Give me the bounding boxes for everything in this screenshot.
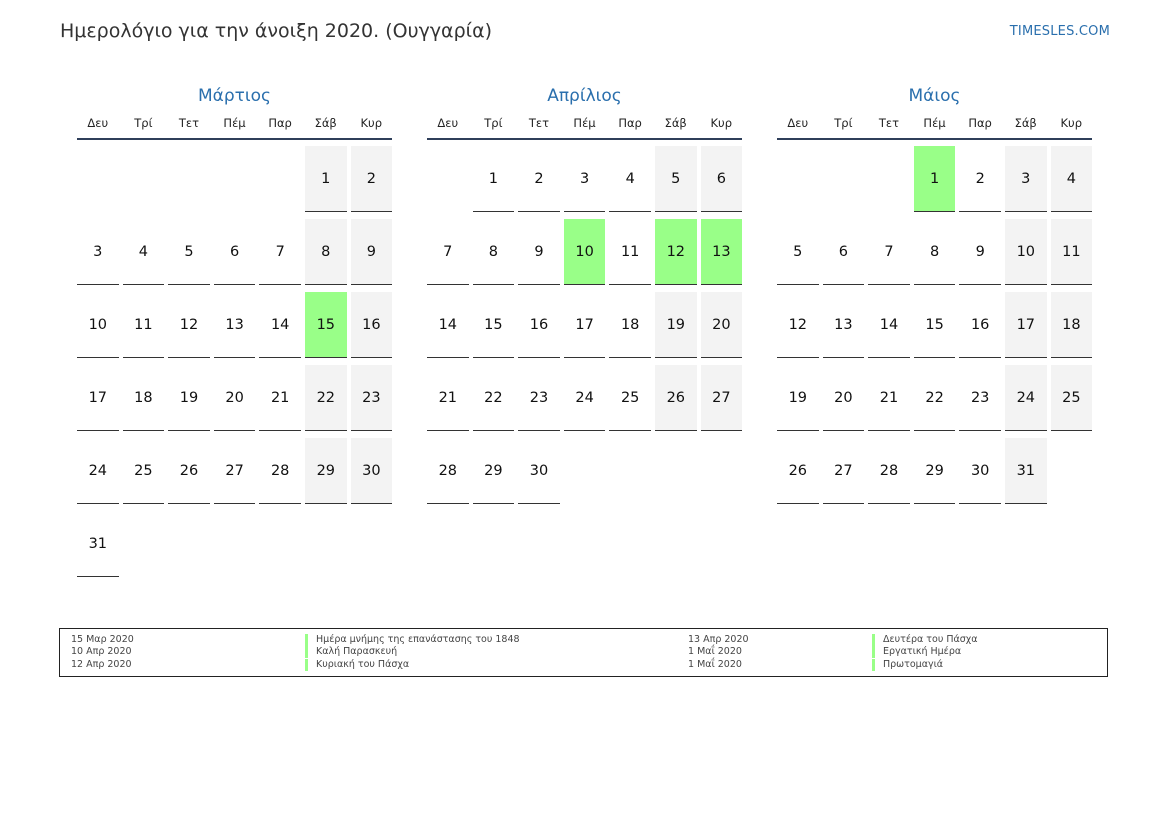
day-cell: 11 xyxy=(609,219,651,285)
day-cell: 2 xyxy=(351,146,393,212)
day-cell: 15 xyxy=(914,292,956,358)
day-cell: 28 xyxy=(868,438,910,504)
weekday-label: Παρ xyxy=(968,116,992,130)
day-cell: 23 xyxy=(959,365,1001,431)
legend-row xyxy=(60,634,1107,646)
legend-row xyxy=(60,646,1107,658)
day-cell: 22 xyxy=(473,365,515,431)
weekday-label: Κυρ xyxy=(1060,116,1082,130)
day-cell: 29 xyxy=(305,438,347,504)
day-cell: 13 xyxy=(701,219,743,285)
legend-holiday-name: Εργατική Ημέρα xyxy=(872,646,961,658)
day-cell: 14 xyxy=(259,292,301,358)
day-cell: 29 xyxy=(914,438,956,504)
day-cell: 9 xyxy=(351,219,393,285)
day-cell: 1 xyxy=(914,146,956,212)
weekday-label: Τρί xyxy=(134,116,153,130)
month-name: Μάρτιος xyxy=(197,86,272,106)
legend-date: 1 Μαΐ 2020 xyxy=(688,646,742,657)
day-cell: 26 xyxy=(168,438,210,504)
day-cell: 27 xyxy=(823,438,865,504)
day-cell: 15 xyxy=(305,292,347,358)
weekday-label: Παρ xyxy=(618,116,642,130)
month-april xyxy=(427,84,742,580)
legend-date: 12 Απρ 2020 xyxy=(71,659,132,670)
weekday-label: Τετ xyxy=(878,116,900,130)
page-title: Ημερολόγιο για την άνοιξη 2020. (Ουγγαρία) xyxy=(60,20,493,42)
weekday-label: Κυρ xyxy=(360,116,382,130)
day-grid xyxy=(77,140,392,580)
holiday-legend xyxy=(59,628,1108,677)
day-cell: 27 xyxy=(214,438,256,504)
day-cell: 3 xyxy=(1005,146,1047,212)
day-cell: 5 xyxy=(168,219,210,285)
day-cell: 4 xyxy=(123,219,165,285)
day-cell: 6 xyxy=(214,219,256,285)
day-cell: 15 xyxy=(473,292,515,358)
day-cell: 30 xyxy=(518,438,560,504)
weekday-label: Σάβ xyxy=(664,116,687,130)
day-cell: 14 xyxy=(427,292,469,358)
day-cell: 20 xyxy=(701,292,743,358)
legend-holiday-name: Καλή Παρασκευή xyxy=(305,646,397,658)
weekday-header xyxy=(777,116,1092,140)
day-cell: 29 xyxy=(473,438,515,504)
day-cell: 31 xyxy=(77,511,119,577)
day-cell: 7 xyxy=(259,219,301,285)
day-cell: 8 xyxy=(305,219,347,285)
day-cell: 9 xyxy=(959,219,1001,285)
day-cell: 16 xyxy=(959,292,1001,358)
weekday-label: Πέμ xyxy=(923,116,946,130)
day-cell: 7 xyxy=(868,219,910,285)
day-cell: 30 xyxy=(959,438,1001,504)
day-cell: 4 xyxy=(1051,146,1093,212)
weekday-header xyxy=(77,116,392,140)
weekday-label: Τρί xyxy=(484,116,503,130)
day-cell: 10 xyxy=(77,292,119,358)
month-name: Μάιος xyxy=(908,86,961,106)
day-cell: 17 xyxy=(77,365,119,431)
day-cell: 21 xyxy=(868,365,910,431)
day-cell: 18 xyxy=(609,292,651,358)
day-cell: 12 xyxy=(777,292,819,358)
day-cell: 4 xyxy=(609,146,651,212)
day-cell: 6 xyxy=(701,146,743,212)
legend-date: 1 Μαΐ 2020 xyxy=(688,659,742,670)
day-cell: 10 xyxy=(1005,219,1047,285)
month-march xyxy=(77,84,392,580)
weekday-label: Παρ xyxy=(268,116,292,130)
day-cell: 22 xyxy=(305,365,347,431)
day-cell: 2 xyxy=(959,146,1001,212)
day-cell: 26 xyxy=(777,438,819,504)
weekday-label: Τρί xyxy=(834,116,853,130)
day-cell: 10 xyxy=(564,219,606,285)
day-cell: 21 xyxy=(259,365,301,431)
day-cell: 28 xyxy=(259,438,301,504)
day-cell: 17 xyxy=(1005,292,1047,358)
day-grid xyxy=(777,140,1092,580)
day-cell: 12 xyxy=(168,292,210,358)
day-cell: 19 xyxy=(655,292,697,358)
weekday-header xyxy=(427,116,742,140)
day-cell: 31 xyxy=(1005,438,1047,504)
day-cell: 8 xyxy=(914,219,956,285)
weekday-label: Σάβ xyxy=(1014,116,1037,130)
day-cell: 24 xyxy=(564,365,606,431)
day-cell: 18 xyxy=(123,365,165,431)
weekday-label: Πέμ xyxy=(223,116,246,130)
weekday-label: Κυρ xyxy=(710,116,732,130)
day-cell: 22 xyxy=(914,365,956,431)
day-cell: 7 xyxy=(427,219,469,285)
day-cell: 5 xyxy=(777,219,819,285)
legend-date: 10 Απρ 2020 xyxy=(71,646,132,657)
legend-row xyxy=(60,659,1107,671)
day-cell: 2 xyxy=(518,146,560,212)
day-cell: 16 xyxy=(351,292,393,358)
day-cell: 19 xyxy=(168,365,210,431)
day-cell: 17 xyxy=(564,292,606,358)
day-cell: 3 xyxy=(77,219,119,285)
day-cell: 30 xyxy=(351,438,393,504)
weekday-label: Σάβ xyxy=(314,116,337,130)
day-cell: 5 xyxy=(655,146,697,212)
day-cell: 19 xyxy=(777,365,819,431)
day-cell: 12 xyxy=(655,219,697,285)
day-cell: 20 xyxy=(214,365,256,431)
month-name: Απρίλιος xyxy=(547,86,622,106)
weekday-label: Πέμ xyxy=(573,116,596,130)
day-cell: 28 xyxy=(427,438,469,504)
day-cell: 11 xyxy=(1051,219,1093,285)
day-cell: 16 xyxy=(518,292,560,358)
brand-link[interactable]: TIMESLES.COM xyxy=(1009,24,1110,39)
day-cell: 8 xyxy=(473,219,515,285)
day-cell: 23 xyxy=(351,365,393,431)
day-cell: 11 xyxy=(123,292,165,358)
day-cell: 23 xyxy=(518,365,560,431)
day-cell: 20 xyxy=(823,365,865,431)
day-cell: 9 xyxy=(518,219,560,285)
legend-holiday-name: Πρωτομαγιά xyxy=(872,659,943,671)
legend-holiday-name: Κυριακή του Πάσχα xyxy=(305,659,409,671)
legend-date: 13 Απρ 2020 xyxy=(688,634,749,645)
day-cell: 24 xyxy=(1005,365,1047,431)
day-cell: 1 xyxy=(305,146,347,212)
day-grid xyxy=(427,140,742,580)
legend-holiday-name: Ημέρα μνήμης της επανάστασης του 1848 xyxy=(305,634,520,646)
day-cell: 26 xyxy=(655,365,697,431)
day-cell: 27 xyxy=(701,365,743,431)
day-cell: 13 xyxy=(214,292,256,358)
day-cell: 21 xyxy=(427,365,469,431)
day-cell: 24 xyxy=(77,438,119,504)
weekday-label: Δευ xyxy=(87,116,109,130)
month-may xyxy=(777,84,1092,580)
weekday-label: Δευ xyxy=(437,116,459,130)
day-cell: 14 xyxy=(868,292,910,358)
day-cell: 6 xyxy=(823,219,865,285)
weekday-label: Τετ xyxy=(178,116,200,130)
day-cell: 25 xyxy=(609,365,651,431)
day-cell: 25 xyxy=(123,438,165,504)
day-cell: 1 xyxy=(473,146,515,212)
day-cell: 13 xyxy=(823,292,865,358)
legend-holiday-name: Δευτέρα του Πάσχα xyxy=(872,634,978,646)
day-cell: 3 xyxy=(564,146,606,212)
legend-date: 15 Μαρ 2020 xyxy=(71,634,134,645)
weekday-label: Δευ xyxy=(787,116,809,130)
weekday-label: Τετ xyxy=(528,116,550,130)
day-cell: 25 xyxy=(1051,365,1093,431)
day-cell: 18 xyxy=(1051,292,1093,358)
